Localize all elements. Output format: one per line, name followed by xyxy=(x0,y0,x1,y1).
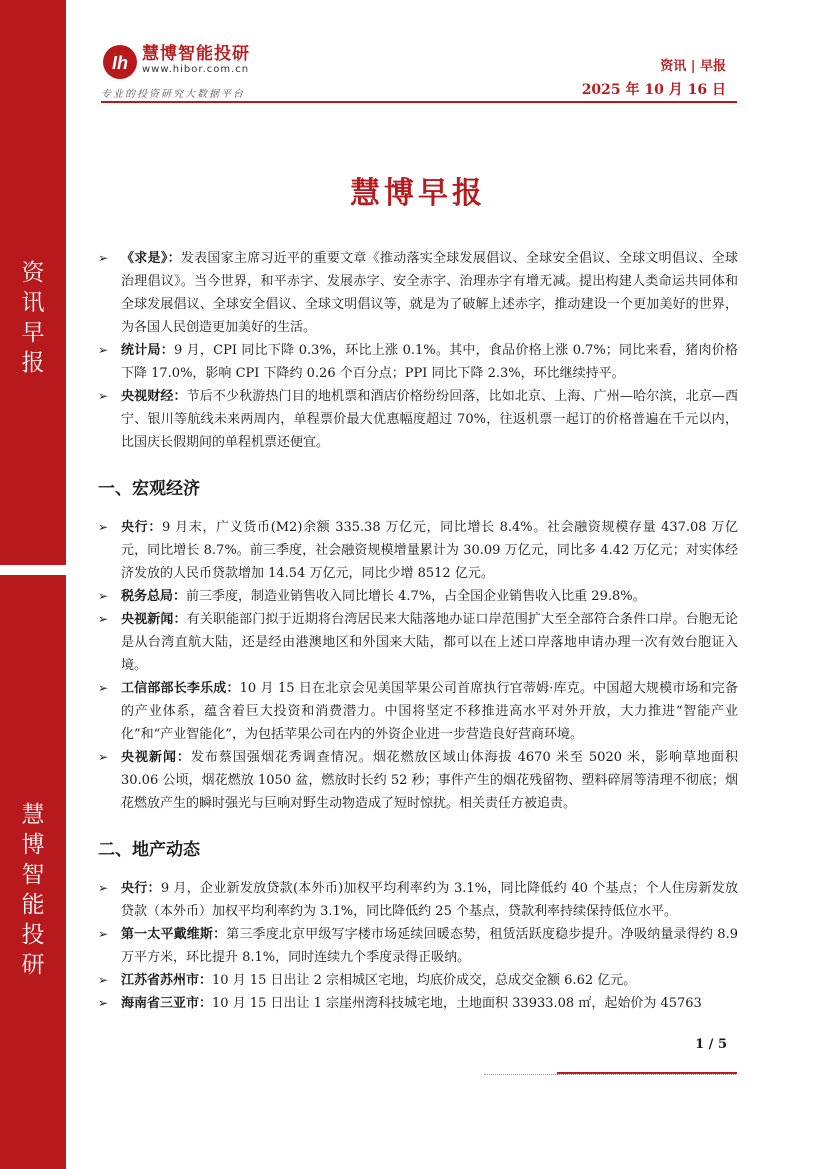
arrow-bullet-icon: ➢ xyxy=(98,343,109,357)
svg-text:Ih: Ih xyxy=(112,53,128,73)
report-body xyxy=(98,247,738,1015)
arrow-bullet-icon: ➢ xyxy=(98,927,109,941)
section-heading-property: 二、地产动态 xyxy=(98,840,200,860)
arrow-bullet-icon: ➢ xyxy=(98,612,109,626)
brand-name: 慧博智能投研 xyxy=(142,44,250,64)
item-text: 10 月 15 日在北京会见美国苹果公司首席执行官蒂姆·库克。中国超大规模市场和完备的产业体系，蕴含着巨大投资和消费潜力。中国将坚定不移推进高水平对外开放，大力推进“智能产业化”和“产业智能化”，为包括苹果公司在内的外资企业进一步营造良好营商环境。 xyxy=(121,681,738,742)
item-source: 税务总局： xyxy=(121,589,187,604)
item-text: 节后不少秋游热门目的地机票和酒店价格纷纷回落，比如北京、上海、广州—哈尔滨，北京—西宁、银川等航线未来两周内，单程票价最大优惠幅度超过 70%，往返机票一起订的价格普遍在千元以内，比国庆长假期间的单程机票还便宜。 xyxy=(121,389,738,450)
item-text: 9 月，CPI 同比下降 0.3%，环比上涨 0.1%。其中，食品价格上涨 0.7%；同比来看，猪肉价格下降 17.0%，影响 CPI 下降约 0.26 个百分点；PPI 同比下降 2.3%，环比继续持平。 xyxy=(121,343,738,381)
arrow-bullet-icon: ➢ xyxy=(98,681,109,695)
item-text: 10 月 15 日出让 2 宗相城区宅地，均底价成交，总成交金额 6.62 亿元。 xyxy=(212,973,637,988)
item-text: 第三季度北京甲级写字楼市场延续回暖态势，租赁活跃度稳步提升。净吸纳量录得约 8.9 万平方米，环比提升 8.1%，同时连续九个季度录得正吸纳。 xyxy=(121,927,738,965)
side-label-top: 资 讯 早 报 xyxy=(21,260,45,376)
item-text: 有关职能部门拟于近期将台湾居民来大陆落地办证口岸范围扩大至全部符合条件口岸。台胞无论是从台湾直航大陆，还是经由港澳地区和外国来大陆，都可以在上述口岸落地申请办理一次有效台胞证入境。 xyxy=(121,612,738,673)
item-text: 发表国家主席习近平的重要文章《推动落实全球发展倡议、全球安全倡议、全球文明倡议、全球治理倡议》。当今世界，和平赤字、发展赤字、安全赤字、治理赤字有增无减。提出构建人类命运共同体和全球发展倡议、全球安全倡议、全球文明倡议等，就是为了破解上述赤字，推动建设一个更加美好的世界，为各国人民创造更加美好的生活。 xyxy=(121,251,738,335)
section-heading-macro: 一、宏观经济 xyxy=(98,479,200,499)
item-source: 央视新闻： xyxy=(121,612,187,627)
list-item xyxy=(98,385,738,454)
item-source: 海南省三亚市： xyxy=(121,996,213,1011)
item-source: 统计局： xyxy=(121,343,174,358)
item-text: 9 月，企业新发放贷款(本外币)加权平均利率约为 3.1%，同比降低约 40 个基点；个人住房新发放贷款（本外币）加权平均利率约为 3.1%，同比降低约 25 个基点，贷款利率持续保持低位水平。 xyxy=(121,881,738,919)
item-source: 《求是》： xyxy=(121,251,181,266)
item-source: 第一太平戴维斯： xyxy=(121,927,227,942)
brand-url: www.hibor.com.cn xyxy=(142,64,250,75)
list-item xyxy=(98,339,738,385)
arrow-bullet-icon: ➢ xyxy=(98,520,109,534)
header-divider xyxy=(101,101,737,103)
report-date: 2025 年 10 月 16 日 xyxy=(581,82,726,98)
item-source: 江苏省苏州市： xyxy=(121,973,213,988)
list-item xyxy=(98,877,738,923)
arrow-bullet-icon: ➢ xyxy=(98,589,109,603)
logo-icon xyxy=(102,44,138,80)
item-source: 央行： xyxy=(121,520,162,535)
arrow-bullet-icon: ➢ xyxy=(98,750,109,764)
list-item xyxy=(98,969,738,992)
arrow-bullet-icon: ➢ xyxy=(98,389,109,403)
side-band-separator xyxy=(0,565,66,575)
item-source: 央行： xyxy=(121,881,161,896)
side-band xyxy=(0,0,66,1169)
list-item xyxy=(98,677,738,746)
arrow-bullet-icon: ➢ xyxy=(98,251,109,265)
item-text: 前三季度，制造业销售收入同比增长 4.7%，占全国企业销售收入比重 29.8%。 xyxy=(186,589,646,604)
item-text: 10 月 15 日出让 1 宗崖州湾科技城宅地，土地面积 33933.08 ㎡，起始价为 45763 xyxy=(212,996,702,1011)
side-label-bottom: 慧 博 智 能 投 研 xyxy=(21,802,45,978)
report-category: 资讯 | 早报 xyxy=(660,59,726,74)
item-text: 9 月末，广义货币(M2)余额 335.38 万亿元，同比增长 8.4%。社会融资规模存量 437.08 万亿元，同比增长 8.7%。前三季度，社会融资规模增量累计为 30.09 万亿元，同比多 4.42 万亿元；对实体经济发放的人民币贷款增加 14.54 万亿元，同比少增 8512 亿元。 xyxy=(121,520,738,581)
list-item xyxy=(98,608,738,677)
list-item xyxy=(98,516,738,585)
list-item xyxy=(98,247,738,339)
footer-rule xyxy=(484,1074,736,1075)
list-item xyxy=(98,923,738,969)
footer-accent-rule xyxy=(557,1072,737,1074)
item-text: 发布蔡国强烟花秀调查情况。烟花燃放区域山体海拔 4670 米至 5020 米，影响草地面积 30.06 公顷，烟花燃放 1050 盆，燃放时长约 52 秒；事件产生的烟花残留物、塑料碎屑等清理不彻底；烟花燃放产生的瞬时强光与巨响对野生动物造成了短时惊扰。相关责任方被追责。 xyxy=(121,750,738,811)
item-source: 工信部部长李乐成： xyxy=(121,681,240,696)
page-number: 1 / 5 xyxy=(695,1037,727,1052)
brand-logo xyxy=(102,44,250,80)
item-source: 央视财经： xyxy=(121,389,187,404)
list-item xyxy=(98,585,738,608)
list-item xyxy=(98,746,738,815)
header-meta xyxy=(582,58,726,100)
page-title: 慧博早报 xyxy=(350,176,486,211)
brand-tagline: 专业的投资研究大数据平台 xyxy=(101,89,245,100)
arrow-bullet-icon: ➢ xyxy=(98,973,109,987)
arrow-bullet-icon: ➢ xyxy=(98,881,109,895)
list-item xyxy=(98,992,738,1015)
item-source: 央视新闻： xyxy=(121,750,191,765)
arrow-bullet-icon: ➢ xyxy=(98,996,109,1010)
